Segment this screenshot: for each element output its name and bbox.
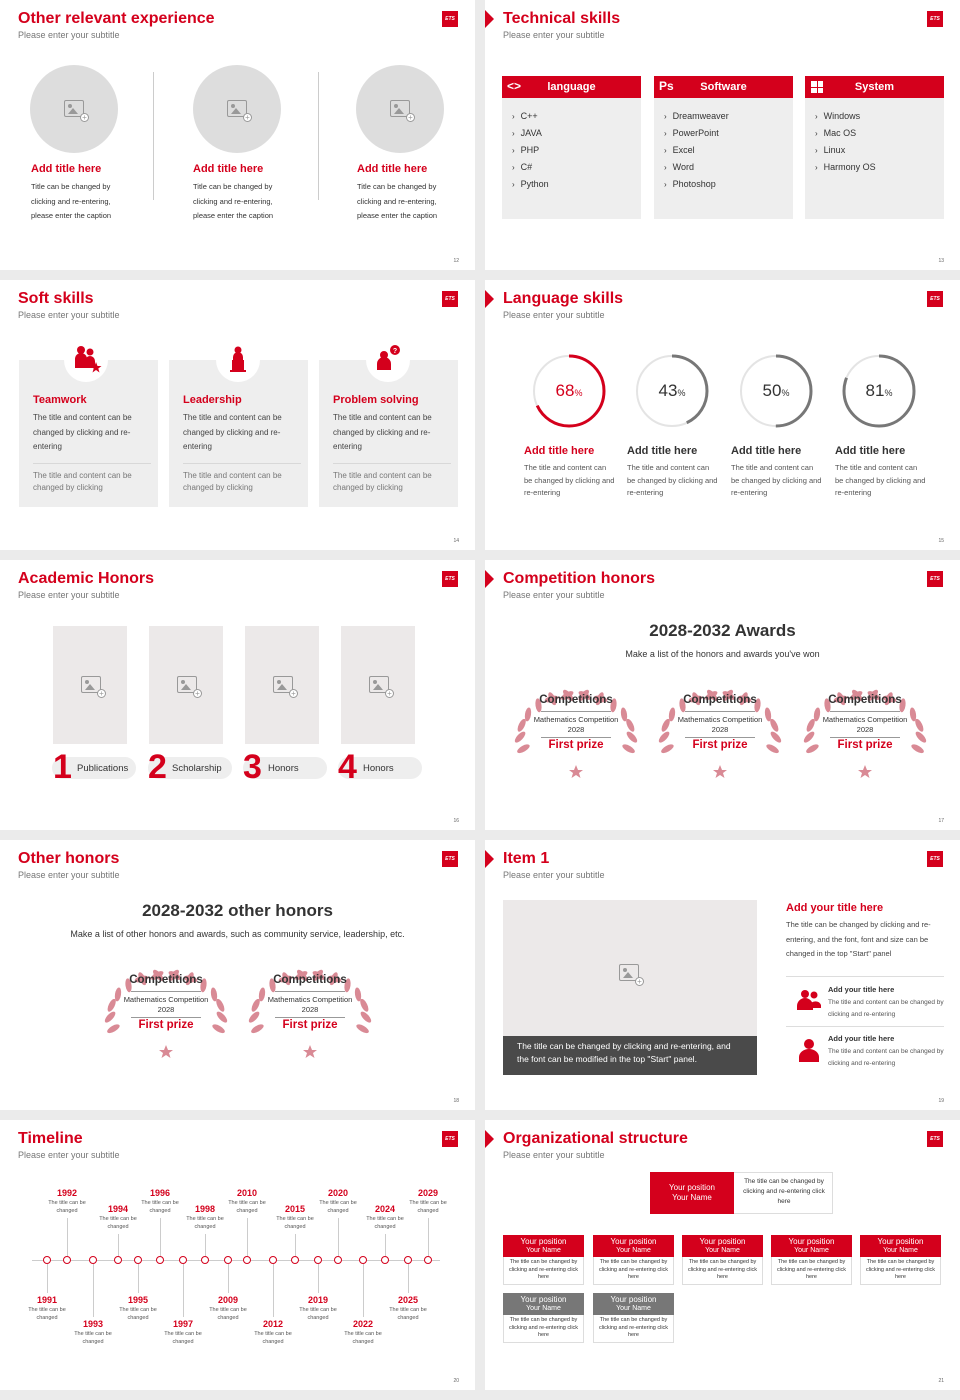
- ring-percent-label: 43%: [658, 381, 686, 400]
- card-title: Leadership: [183, 394, 242, 406]
- timeline-year: 1995: [127, 1295, 149, 1305]
- title-flag: [485, 290, 494, 308]
- title-flag: [485, 570, 494, 588]
- slide-subtitle: Please enter your subtitle: [503, 870, 605, 880]
- honor-number: 2: [148, 748, 167, 786]
- user-icon: [797, 1037, 821, 1068]
- logo: ETS: [927, 851, 943, 867]
- slide-subtitle: Please enter your subtitle: [503, 310, 605, 320]
- org-node-text: The title can be changed by clicking and re-entering click here: [860, 1257, 941, 1285]
- code-icon: <>: [507, 79, 522, 93]
- column-header: <> language: [502, 76, 641, 98]
- sub-title: Add your title here: [828, 1034, 895, 1043]
- divider: [33, 463, 151, 464]
- timeline-dot: [201, 1256, 209, 1264]
- teamwork-icon: [64, 338, 108, 382]
- timeline-year: 2012: [262, 1319, 284, 1329]
- timeline-text: The title can be changed: [186, 1216, 224, 1230]
- slide-subtitle: Please enter your subtitle: [503, 590, 605, 600]
- sub-title: Add your title here: [828, 985, 895, 994]
- star-icon: [858, 765, 872, 778]
- image-placeholder[interactable]: [30, 65, 118, 153]
- skill-card: [19, 360, 158, 507]
- timeline-stem: [183, 1264, 184, 1317]
- item-title: Add title here: [835, 445, 906, 457]
- star-icon: [159, 1045, 173, 1058]
- card-text: The title and content can be changed by clicking and re-entering: [33, 413, 132, 451]
- divider: [153, 72, 154, 200]
- laurel-award: Competitions Mathematics Competition 2028 First prize: [245, 967, 375, 1059]
- slide-title: Other relevant experience: [18, 10, 215, 27]
- timeline-dot: [334, 1256, 342, 1264]
- timeline-year: 2020: [327, 1188, 349, 1198]
- divider: [318, 72, 319, 200]
- page-number: 18: [453, 1098, 459, 1104]
- skill-list: [502, 98, 641, 193]
- timeline-stem: [138, 1264, 139, 1293]
- skill-list: [654, 98, 793, 193]
- list-item: › C++: [512, 108, 641, 125]
- timeline-year: 1996: [149, 1188, 171, 1198]
- timeline-dot: [114, 1256, 122, 1264]
- org-node-head: Your position Your Name: [593, 1235, 674, 1257]
- timeline-dot: [179, 1256, 187, 1264]
- timeline-text: The title can be changed: [99, 1216, 137, 1230]
- slide-subtitle: Please enter your subtitle: [503, 1150, 605, 1160]
- timeline-text: The title can be changed: [344, 1331, 382, 1345]
- ring-percent-label: 68%: [555, 381, 583, 400]
- skill-card: [319, 360, 458, 507]
- item-text: The title and content can be changed by clicking and re-entering: [835, 463, 926, 497]
- item-title: Add title here: [731, 445, 802, 457]
- divider: [786, 1026, 944, 1027]
- timeline-stem: [385, 1234, 386, 1256]
- slide-soft-skills: [0, 280, 475, 550]
- page-number: 14: [453, 538, 459, 544]
- column-header: System: [805, 76, 944, 98]
- slide-subtitle: Please enter your subtitle: [18, 30, 120, 40]
- timeline-text: The title can be changed: [28, 1307, 66, 1321]
- timeline-stem: [47, 1264, 48, 1293]
- timeline-stem: [273, 1264, 274, 1317]
- timeline-dot: [359, 1256, 367, 1264]
- item-title: Add title here: [31, 163, 102, 175]
- logo: ETS: [442, 291, 458, 307]
- image-placeholder[interactable]: [341, 626, 415, 744]
- logo: ETS: [442, 851, 458, 867]
- title-flag: [485, 10, 494, 28]
- slide-title: Soft skills: [18, 290, 94, 307]
- skill-card: [169, 360, 308, 507]
- title-flag: [485, 1130, 494, 1148]
- card-title: Teamwork: [33, 394, 87, 406]
- org-node-text: The title can be changed by clicking and re-entering click here: [593, 1257, 674, 1285]
- list-item: › Harmony OS: [815, 159, 944, 176]
- item-text: The title and content can be changed by clicking and re-entering: [731, 463, 822, 497]
- divider: [183, 463, 301, 464]
- item-paragraph: The title can be changed by clicking and re-entering, and the font, font and size can be changed in the top "Start" panel: [786, 920, 931, 958]
- list-item: › Python: [512, 176, 641, 193]
- timeline-year: 1994: [107, 1204, 129, 1214]
- item-text: The title and content can be changed by clicking and re-entering: [524, 463, 615, 497]
- timeline-year: 1991: [36, 1295, 58, 1305]
- timeline-year: 2010: [236, 1188, 258, 1198]
- page-number: 17: [938, 818, 944, 824]
- timeline-stem: [160, 1218, 161, 1256]
- honor-number: 4: [338, 748, 357, 786]
- awards-subheading: Make a list of other honors and awards, such as community service, leadership, etc.: [70, 929, 405, 939]
- org-node-text: The title can be changed by clicking and re-entering click here: [682, 1257, 763, 1285]
- ring-percent-label: 50%: [762, 381, 790, 400]
- slide-title: Timeline: [18, 1130, 83, 1147]
- skill-list: [805, 98, 944, 176]
- list-item: › PowerPoint: [664, 125, 793, 142]
- list-item: › Linux: [815, 142, 944, 159]
- timeline-dot: [89, 1256, 97, 1264]
- user-icon: [796, 988, 822, 1017]
- slide-other-experience: [0, 0, 475, 270]
- timeline-dot: [314, 1256, 322, 1264]
- timeline-year: 1993: [82, 1319, 104, 1329]
- timeline-stem: [118, 1234, 119, 1256]
- laurel-award: Competitions Mathematics Competition 2028 First prize: [655, 687, 785, 779]
- slide-subtitle: Please enter your subtitle: [18, 870, 120, 880]
- page-number: 21: [938, 1378, 944, 1384]
- timeline-year: 2024: [374, 1204, 396, 1214]
- image-icon: +: [227, 100, 247, 117]
- slide-subtitle: Please enter your subtitle: [18, 590, 120, 600]
- list-item: › Word: [664, 159, 793, 176]
- logo: ETS: [927, 11, 943, 27]
- skill-column-software: [654, 76, 793, 219]
- timeline-year: 2022: [352, 1319, 374, 1329]
- laurel-award: Competitions Mathematics Competition 2028 First prize: [511, 687, 641, 779]
- org-node: [771, 1235, 852, 1285]
- slide-competition-honors: [485, 560, 960, 830]
- photoshop-icon: Ps: [659, 79, 674, 93]
- timeline-year: 2019: [307, 1295, 329, 1305]
- slide-item-1: [485, 840, 960, 1110]
- timeline-dot: [381, 1256, 389, 1264]
- card-text: The title and content can be changed by clicking and re-entering: [333, 413, 432, 451]
- svg-text:?: ?: [392, 348, 398, 355]
- logo: ETS: [927, 291, 943, 307]
- slide-title: Academic Honors: [18, 570, 155, 587]
- item-heading: Add your title here: [786, 902, 884, 914]
- image-icon: +: [619, 964, 639, 981]
- timeline-stem: [318, 1264, 319, 1293]
- page-number: 19: [938, 1098, 944, 1104]
- item-title: Add title here: [627, 445, 698, 457]
- timeline-year: 2009: [217, 1295, 239, 1305]
- image-icon: +: [390, 100, 410, 117]
- slide-org-structure: [485, 1120, 960, 1390]
- timeline-dot: [291, 1256, 299, 1264]
- org-node-text: The title can be changed by clicking and re-entering click here: [503, 1315, 584, 1343]
- list-item: › Photoshop: [664, 176, 793, 193]
- timeline-dot: [269, 1256, 277, 1264]
- timeline-dot: [424, 1256, 432, 1264]
- awards-heading: 2028-2032 Awards: [649, 621, 796, 640]
- card-text-secondary: The title and content can be changed by clicking: [183, 471, 282, 492]
- timeline-text: The title can be changed: [209, 1307, 247, 1321]
- timeline-text: The title can be changed: [276, 1216, 314, 1230]
- org-node: [593, 1235, 674, 1285]
- timeline-stem: [428, 1218, 429, 1256]
- problem-solving-icon: [366, 338, 410, 382]
- image-placeholder[interactable]: [149, 626, 223, 744]
- list-item: › Excel: [664, 142, 793, 159]
- image-icon: +: [81, 676, 101, 693]
- honor-number: 1: [53, 748, 72, 786]
- timeline-dot: [156, 1256, 164, 1264]
- column-header: Ps Software: [654, 76, 793, 98]
- divider: [786, 976, 944, 977]
- timeline-text: The title can be changed: [254, 1331, 292, 1345]
- leadership-icon: [216, 338, 260, 382]
- page-number: 12: [453, 258, 459, 264]
- timeline-stem: [408, 1264, 409, 1293]
- timeline-year: 1992: [56, 1188, 78, 1198]
- laurel-award: Competitions Mathematics Competition 2028 First prize: [800, 687, 930, 779]
- page-number: 15: [938, 538, 944, 544]
- logo: ETS: [927, 1131, 943, 1147]
- org-node-head: Your position Your Name: [771, 1235, 852, 1257]
- org-node-head: Your position Your Name: [682, 1235, 763, 1257]
- slide-subtitle: Please enter your subtitle: [503, 30, 605, 40]
- timeline-stem: [363, 1264, 364, 1317]
- item-text: The title and content can be changed by clicking and re-entering: [627, 463, 718, 497]
- slide-title: Language skills: [503, 290, 624, 307]
- card-text-secondary: The title and content can be changed by clicking: [33, 471, 132, 492]
- item-title: Add title here: [193, 163, 264, 175]
- honor-number: 3: [243, 748, 262, 786]
- timeline-year: 1997: [172, 1319, 194, 1329]
- image-placeholder[interactable]: [356, 65, 444, 153]
- image-placeholder[interactable]: [245, 626, 319, 744]
- logo: ETS: [927, 571, 943, 587]
- timeline-stem: [295, 1234, 296, 1256]
- timeline-dot: [43, 1256, 51, 1264]
- slide-subtitle: Please enter your subtitle: [18, 310, 120, 320]
- image-icon: +: [64, 100, 84, 117]
- timeline-text: The title can be changed: [409, 1200, 447, 1214]
- slide-title: Item 1: [503, 850, 550, 867]
- timeline-dot: [224, 1256, 232, 1264]
- divider: [333, 463, 451, 464]
- timeline-text: The title can be changed: [119, 1307, 157, 1321]
- timeline-text: The title can be changed: [319, 1200, 357, 1214]
- image-icon: +: [177, 676, 197, 693]
- list-item: › JAVA: [512, 125, 641, 142]
- org-node-head: Your position Your Name: [503, 1235, 584, 1257]
- org-top-head: Your position Your Name: [650, 1172, 734, 1214]
- timeline-text: The title can be changed: [141, 1200, 179, 1214]
- star-icon: [713, 765, 727, 778]
- list-item: › C#: [512, 159, 641, 176]
- slide-academic-honors: [0, 560, 475, 830]
- honor-label: Honors: [363, 763, 394, 774]
- item-caption: Title can be changed by clicking and re-entering, please enter the caption: [357, 182, 438, 220]
- timeline-year: 1998: [194, 1204, 216, 1214]
- logo: ETS: [442, 11, 458, 27]
- list-item: › Dreamweaver: [664, 108, 793, 125]
- slide-subtitle: Please enter your subtitle: [18, 1150, 120, 1160]
- timeline-stem: [205, 1234, 206, 1256]
- slide-title: Competition honors: [503, 570, 655, 587]
- skill-column-system: [805, 76, 944, 219]
- honor-label: Scholarship: [172, 763, 222, 774]
- org-node-text: The title can be changed by clicking and re-entering click here: [771, 1257, 852, 1285]
- org-node: [503, 1235, 584, 1285]
- logo: ETS: [442, 1131, 458, 1147]
- image-placeholder[interactable]: [53, 626, 127, 744]
- org-node-head: Your position Your Name: [860, 1235, 941, 1257]
- page-number: 20: [453, 1378, 459, 1384]
- ring-percent-label: 81%: [865, 381, 893, 400]
- timeline-year: 2029: [417, 1188, 439, 1198]
- timeline-stem: [67, 1218, 68, 1256]
- timeline-text: The title can be changed: [74, 1331, 112, 1345]
- org-node: [593, 1293, 674, 1343]
- sub-text: The title and content can be changed by clicking and re-entering: [828, 1048, 944, 1067]
- timeline-text: The title can be changed: [48, 1200, 86, 1214]
- timeline-dot: [243, 1256, 251, 1264]
- org-node: [503, 1293, 584, 1343]
- list-item: › PHP: [512, 142, 641, 159]
- caption-bar: The title can be changed by clicking and re-entering, and the font can be modified in the top "Start" panel.: [503, 1036, 757, 1075]
- sub-text: The title and content can be changed by clicking and re-entering: [828, 999, 944, 1018]
- honor-label: Honors: [268, 763, 299, 774]
- slide-technical-skills: [485, 0, 960, 270]
- awards-heading: 2028-2032 other honors: [142, 901, 333, 920]
- image-icon: +: [369, 676, 389, 693]
- org-node-text: The title can be changed by clicking and re-entering click here: [503, 1257, 584, 1285]
- slide-language-skills: [485, 280, 960, 550]
- timeline-text: The title can be changed: [366, 1216, 404, 1230]
- org-node: [682, 1235, 763, 1285]
- org-node-text: The title can be changed by clicking and re-entering click here: [593, 1315, 674, 1343]
- star-icon: [303, 1045, 317, 1058]
- org-top-text: The title can be changed by clicking and re-entering click here: [743, 1178, 825, 1205]
- slide-title: Other honors: [18, 850, 120, 867]
- card-text-secondary: The title and content can be changed by clicking: [333, 471, 432, 492]
- slide-title: Organizational structure: [503, 1130, 688, 1147]
- timeline-text: The title can be changed: [299, 1307, 337, 1321]
- laurel-award: Competitions Mathematics Competition 2028 First prize: [101, 967, 231, 1059]
- progress-ring: [531, 353, 607, 429]
- org-top-node: [650, 1172, 833, 1214]
- card-text: The title and content can be changed by clicking and re-entering: [183, 413, 282, 451]
- timeline-dot: [134, 1256, 142, 1264]
- org-node-head: Your position Your Name: [593, 1293, 674, 1315]
- title-flag: [485, 850, 494, 868]
- skill-column-language: [502, 76, 641, 219]
- list-item: › Windows: [815, 108, 944, 125]
- item-title: Add title here: [524, 445, 595, 457]
- timeline-year: 2025: [397, 1295, 419, 1305]
- item-caption: Title can be changed by clicking and re-entering, please enter the caption: [31, 182, 112, 220]
- org-node: [860, 1235, 941, 1285]
- timeline-text: The title can be changed: [228, 1200, 266, 1214]
- timeline-text: The title can be changed: [389, 1307, 427, 1321]
- awards-subheading: Make a list of the honors and awards you've won: [625, 649, 820, 659]
- timeline-year: 2015: [284, 1204, 306, 1214]
- slide-timeline: [0, 1120, 475, 1390]
- card-title: Problem solving: [333, 394, 419, 406]
- star-icon: [569, 765, 583, 778]
- timeline-stem: [228, 1264, 229, 1293]
- slide-title: Technical skills: [503, 10, 621, 27]
- item-caption: Title can be changed by clicking and re-entering, please enter the caption: [193, 182, 274, 220]
- honor-label: Publications: [77, 763, 129, 774]
- org-node-head: Your position Your Name: [503, 1293, 584, 1315]
- timeline-stem: [247, 1218, 248, 1256]
- slide-other-honors: [0, 840, 475, 1110]
- progress-ring: [738, 353, 814, 429]
- progress-ring: [841, 353, 917, 429]
- logo: ETS: [442, 571, 458, 587]
- timeline-stem: [338, 1218, 339, 1256]
- page-number: 16: [453, 818, 459, 824]
- list-item: › Mac OS: [815, 125, 944, 142]
- timeline-dot: [63, 1256, 71, 1264]
- timeline-stem: [93, 1264, 94, 1317]
- image-placeholder[interactable]: [193, 65, 281, 153]
- item-title: Add title here: [357, 163, 428, 175]
- progress-ring: [634, 353, 710, 429]
- timeline-text: The title can be changed: [164, 1331, 202, 1345]
- timeline-dot: [404, 1256, 412, 1264]
- page-number: 13: [938, 258, 944, 264]
- image-icon: +: [273, 676, 293, 693]
